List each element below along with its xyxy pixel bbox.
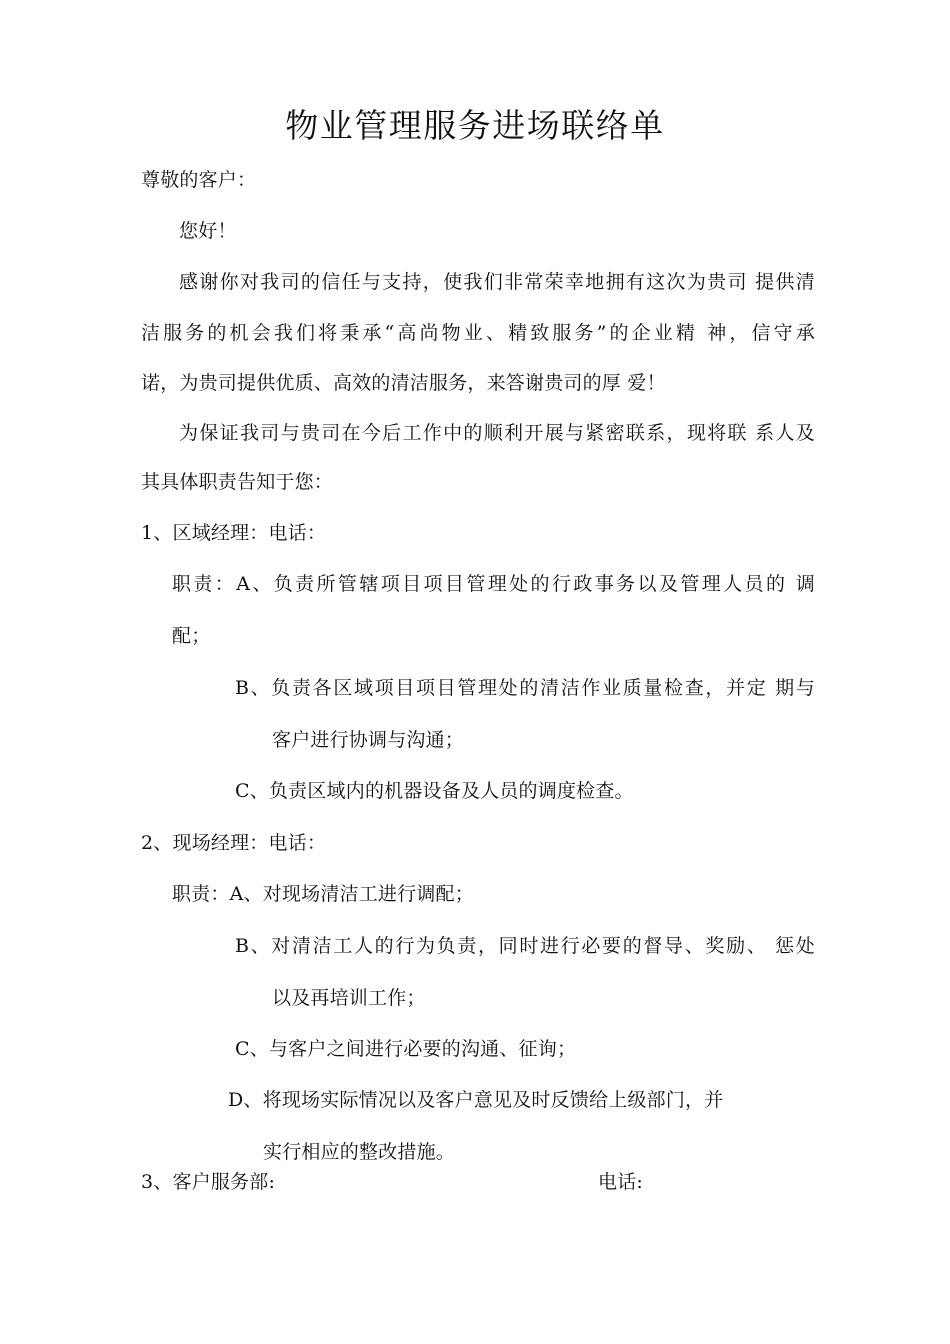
section2-duty-c: C、与客户之间进行必要的沟通、征询； — [235, 1038, 577, 1060]
section1-duty-a-line2: 配； — [172, 625, 211, 647]
paragraph2-line2: 其具体职责告知于您： — [141, 471, 334, 493]
section1-duty-b-line1: B、负责各区域项目项目管理处的清洁作业质量检查，并定 期与 — [235, 677, 815, 699]
section1-duty-a-line1: 职责：A、负责所管辖项目项目管理处的行政事务以及管理人员的 调 — [172, 573, 815, 595]
section2-duty-b-line1: B、对清洁工人的行为负责，同时进行必要的督导、奖励、 惩处 — [235, 935, 815, 957]
section3-phone-label: 电话: — [598, 1171, 644, 1193]
paragraph1-line1: 感谢你对我司的信任与支持，使我们非常荣幸地拥有这次为贵司 提供清 — [179, 271, 815, 293]
section2-duty-a: 职责：A、对现场清洁工进行调配； — [172, 883, 474, 905]
document-title: 物业管理服务进场联络单 — [285, 106, 665, 145]
section3-heading: 3、客户服务部: — [141, 1171, 276, 1193]
salutation: 尊敬的客户： — [141, 169, 257, 191]
greeting: 您好！ — [179, 220, 237, 242]
section2-duty-d-line1: D、将现场实际情况以及客户意见及时反馈给上级部门，并 — [228, 1089, 724, 1111]
paragraph1-line3: 诺，为贵司提供优质、高效的清洁服务，来答谢贵司的厚 爱！ — [141, 372, 666, 394]
section2-duty-b-line2: 以及再培训工作； — [272, 987, 426, 1009]
section1-duty-c: C、负责区域内的机器设备及人员的调度检查。 — [235, 780, 634, 802]
paragraph1-line2: 洁服务的机会我们将秉承“高尚物业、精致服务”的企业精 神，信守承 — [141, 322, 815, 344]
section2-duty-d-line2: 实行相应的整改措施。 — [263, 1141, 456, 1163]
section1-heading: 1、区域经理：电话： — [141, 522, 327, 544]
section1-duty-b-line2: 客户进行协调与沟通； — [272, 729, 465, 751]
section2-heading: 2、现场经理：电话： — [141, 832, 327, 854]
paragraph2-line1: 为保证我司与贵司在今后工作中的顺利开展与紧密联系，现将联 系人及 — [179, 422, 815, 444]
